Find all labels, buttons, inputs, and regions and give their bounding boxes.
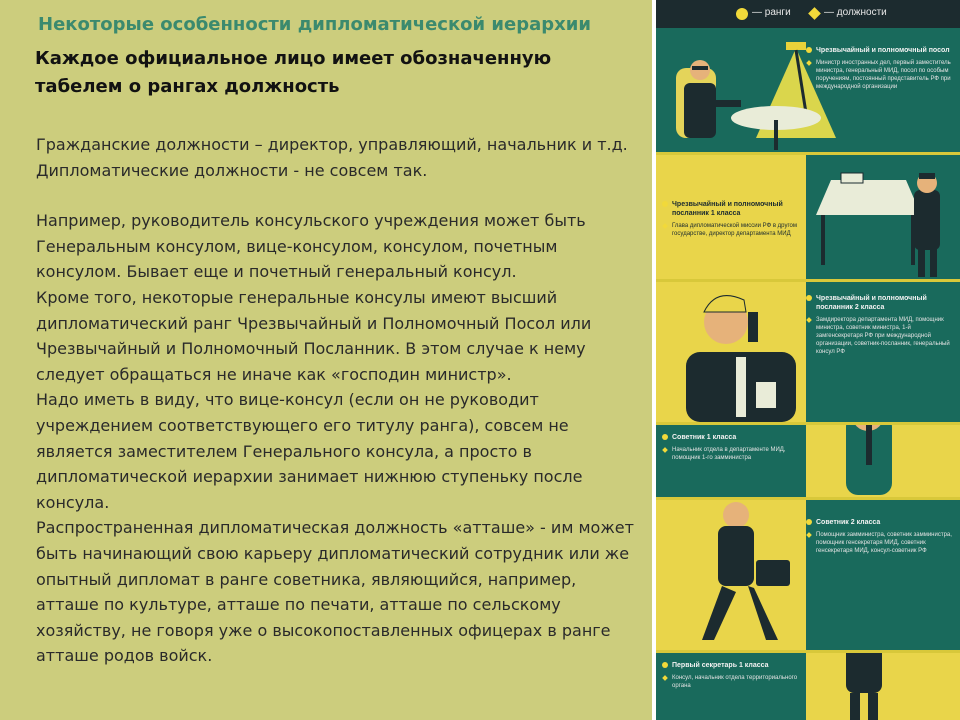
- infographic-legend: [656, 0, 960, 28]
- rank-dot-icon: [736, 8, 748, 20]
- rank-name: Чрезвычайный и полномочный посланник 2 класса: [806, 294, 956, 312]
- legend-positions: — должности: [824, 7, 887, 18]
- paragraph: Например, руководитель консульского учреждения может быть Генеральным консулом, вице-консулом, консулом, почетным консулом. Бывает еще и почетный генеральный консул.: [36, 211, 586, 282]
- slide-subtitle: Каждое официальное лицо имеет обозначенную табелем о рангах должность: [35, 48, 552, 97]
- rank-panel: [656, 425, 960, 497]
- rank-panel: [656, 282, 960, 422]
- rank-info: [662, 433, 812, 462]
- slide-title: Некоторые особенности дипломатической иерархии: [38, 14, 591, 35]
- rank-panel: [656, 653, 960, 720]
- paragraph-gap: [36, 183, 636, 208]
- body-text: [36, 132, 636, 669]
- rank-name: Первый секретарь 1 класса: [662, 661, 812, 670]
- rank-info: [806, 518, 956, 555]
- paragraph: Кроме того, некоторые генеральные консулы имеют высший дипломатический ранг Чрезвычайный и Полномочный Посол или Чрезвычайный и Полномочный Посланник. В этом случае к нему следует обращаться не иначе как «господин министр».: [36, 287, 592, 384]
- position-list: Консул, начальник отдела территориального органа: [662, 674, 812, 690]
- rank-name: Советник 2 класса: [806, 518, 956, 527]
- position-list: Министр иностранных дел, первый заместитель министра, генеральный МИД, посол по особым поручениям, постоянный представитель РФ при международной организации: [806, 59, 956, 91]
- paragraph: Дипломатические должности - не совсем так.: [36, 160, 428, 180]
- position-list: Начальник отдела в департаменте МИД, помощник 1-го замминистра: [662, 446, 812, 462]
- legend-ranks: — ранги: [752, 7, 791, 18]
- position-list: Глава дипломатической миссии РФ в другом государстве, директор департамента МИД: [662, 222, 812, 238]
- rank-panel: [656, 500, 960, 650]
- paragraph: Распространенная дипломатическая должность «атташе» - им может быть начинающий свою карьеру дипломатический сотрудник или же опытный дипломат в ранге советника, являющийся, например, атташе по культуре, атташе по печати, атташе по сельскому хозяйству, не говоря уже о высокопоставленных офицерах в ранге атташе родов войск.: [36, 518, 634, 666]
- rank-name: Чрезвычайный и полномочный посланник 1 класса: [662, 200, 812, 218]
- rank-name: Чрезвычайный и полномочный посол: [806, 46, 956, 55]
- rank-panel: [656, 28, 960, 152]
- position-diamond-icon: [808, 7, 821, 20]
- rank-info: [806, 294, 956, 356]
- rank-info: [662, 200, 812, 238]
- paragraph: Надо иметь в виду, что вице-консул (если он не руководит учреждением соответствующего его титулу ранга), совсем не является заместителем Генерального консула, а просто в дипломатической иерархии занимает нижнюю ступеньку после консула.: [36, 390, 583, 512]
- rank-panel: [656, 155, 960, 279]
- position-list: Помощник замминистра, советник замминистра, помощник генсекретаря МИД, советник генсекретаря МИД, консул-советник РФ: [806, 531, 956, 555]
- rank-info: [806, 46, 956, 91]
- paragraph: Гражданские должности – директор, управляющий, начальник и т.д.: [36, 135, 628, 154]
- rank-info: [662, 661, 812, 690]
- rank-name: Советник 1 класса: [662, 433, 812, 442]
- infographic-image: [656, 0, 960, 720]
- position-list: Замдиректора департамента МИД, помощник министра, советник министра, 1-й замгенсекретаря РФ при международной организации, советник-посланник, генеральный консул РФ: [806, 316, 956, 356]
